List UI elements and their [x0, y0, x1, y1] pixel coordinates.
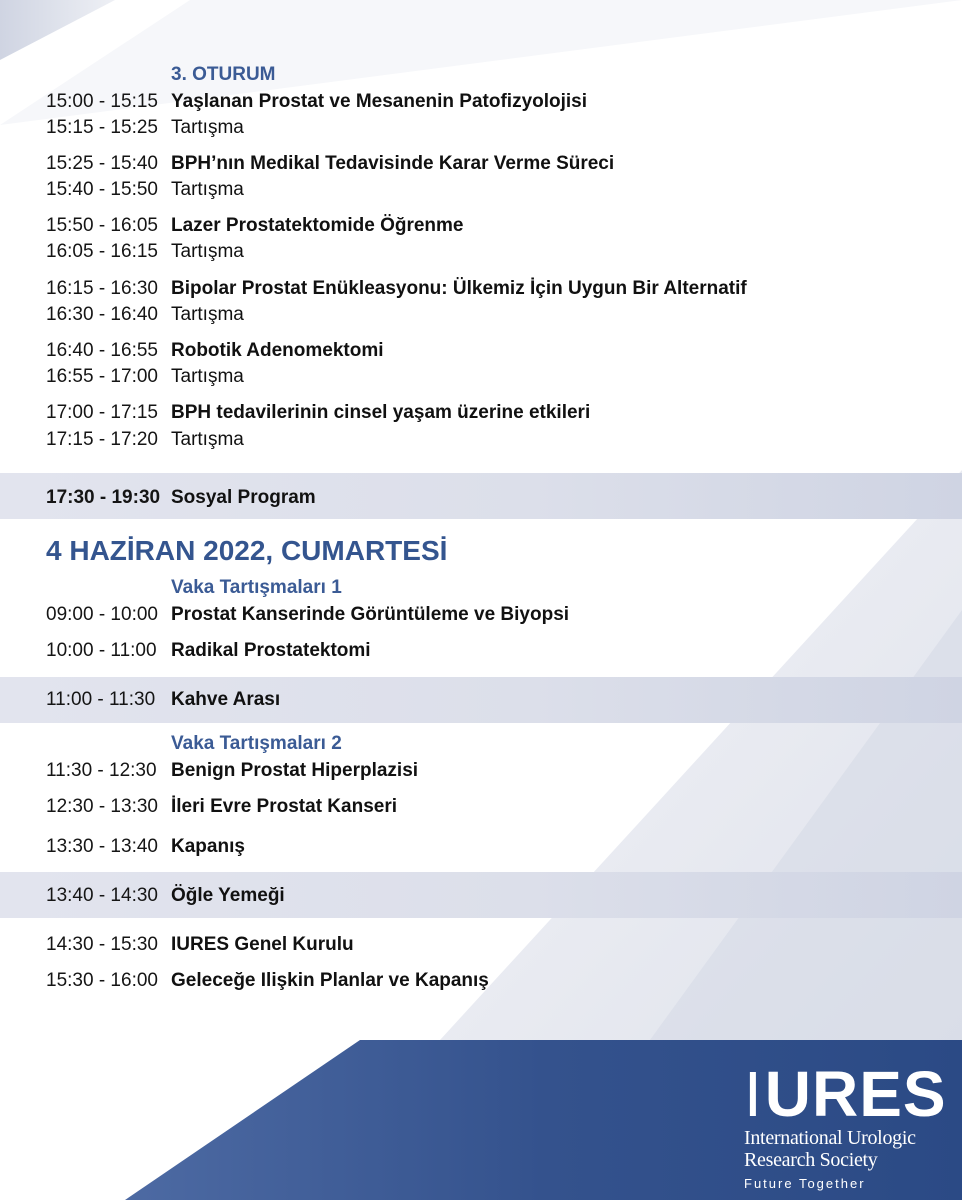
schedule-row — [0, 176, 900, 204]
session-title: BPH tedavilerinin cinsel yaşam üzerine etkileri — [171, 402, 591, 423]
schedule-row — [0, 238, 900, 266]
schedule-row — [0, 793, 900, 821]
session-label-3: 3. OTURUM — [171, 64, 276, 85]
time-range: 16:40 - 16:55 — [46, 340, 158, 361]
time-range: 15:25 - 15:40 — [46, 153, 158, 174]
time-range: 09:00 - 10:00 — [46, 604, 158, 625]
session-title: Prostat Kanserinde Görüntüleme ve Biyopsi — [171, 604, 570, 625]
schedule-row — [0, 275, 900, 303]
schedule-row — [0, 757, 900, 785]
session-title: Radikal Prostatektomi — [171, 640, 371, 661]
schedule-row — [0, 399, 900, 427]
session-title: Tartışma — [171, 429, 244, 450]
schedule-row — [0, 363, 900, 391]
time-range: 11:30 - 12:30 — [46, 760, 157, 781]
time-range: 16:30 - 16:40 — [46, 304, 158, 325]
time-range: 15:15 - 15:25 — [46, 117, 158, 138]
schedule-row-future — [0, 967, 900, 995]
session-title: Tartışma — [171, 366, 244, 387]
session-title: Tartışma — [171, 241, 244, 262]
schedule-row — [0, 88, 900, 116]
logo-line-2: Research Society — [744, 1149, 878, 1171]
session-label-case-1: Vaka Tartışmaları 1 — [171, 577, 342, 598]
time-range: 15:50 - 16:05 — [46, 215, 158, 236]
session-title: Benign Prostat Hiperplazisi — [171, 760, 419, 781]
schedule-row-assembly — [0, 931, 900, 959]
session-title: Robotik Adenomektomi — [171, 340, 384, 361]
session-title: Öğle Yemeği — [171, 885, 285, 906]
session-title: Sosyal Program — [171, 487, 316, 508]
schedule-row — [0, 601, 900, 629]
day-heading: 4 HAZİRAN 2022, CUMARTESİ — [46, 535, 448, 566]
session-title: Kahve Arası — [171, 689, 281, 710]
logo-letter-i: I — [744, 1058, 763, 1130]
session-title: IURES Genel Kurulu — [171, 934, 354, 955]
logo-tagline: Future Together — [744, 1176, 866, 1191]
time-range: 12:30 - 13:30 — [46, 796, 158, 817]
time-range: 13:30 - 13:40 — [46, 836, 158, 857]
time-range: 15:40 - 15:50 — [46, 179, 158, 200]
schedule-row — [0, 637, 900, 665]
session-title: Bipolar Prostat Enükleasyonu: Ülkemiz İçin Uygun Bir Alternatif — [171, 278, 747, 299]
schedule-row — [0, 212, 900, 240]
schedule-row — [0, 150, 900, 178]
time-range: 15:00 - 15:15 — [46, 91, 158, 112]
time-range: 16:55 - 17:00 — [46, 366, 158, 387]
time-range: 17:15 - 17:20 — [46, 429, 158, 450]
session-title: Geleceğe Ilişkin Planlar ve Kapanış — [171, 970, 489, 991]
session-label-case-2: Vaka Tartışmaları 2 — [171, 733, 342, 754]
schedule-row — [0, 426, 900, 454]
schedule-row — [0, 337, 900, 365]
logo-letters: URES — [764, 1058, 947, 1130]
session-title: Kapanış — [171, 836, 245, 857]
time-range: 17:00 - 17:15 — [46, 402, 158, 423]
session-title: Tartışma — [171, 117, 244, 138]
time-range: 16:05 - 16:15 — [46, 241, 158, 262]
schedule-row-closing — [0, 833, 900, 861]
time-range: 16:15 - 16:30 — [46, 278, 158, 299]
session-title: İleri Evre Prostat Kanseri — [171, 796, 397, 817]
schedule-row-lunch — [0, 882, 900, 910]
session-title: Tartışma — [171, 179, 244, 200]
session-title: Lazer Prostatektomide Öğrenme — [171, 215, 464, 236]
time-range: 17:30 - 19:30 — [46, 487, 161, 508]
schedule-row — [0, 114, 900, 142]
logo-wordmark — [744, 1058, 947, 1130]
session-title: BPH’nın Medikal Tedavisinde Karar Verme Süreci — [171, 153, 615, 174]
session-title: Tartışma — [171, 304, 244, 325]
time-range: 14:30 - 15:30 — [46, 934, 158, 955]
schedule-row — [0, 301, 900, 329]
time-range: 13:40 - 14:30 — [46, 885, 158, 906]
time-range: 11:00 - 11:30 — [46, 689, 156, 710]
session-title: Yaşlanan Prostat ve Mesanenin Patofizyolojisi — [171, 91, 588, 112]
iures-logo — [744, 1058, 947, 1192]
logo-line-1: International Urologic — [744, 1127, 916, 1149]
schedule-row-coffee — [0, 686, 900, 714]
time-range: 15:30 - 16:00 — [46, 970, 158, 991]
schedule-row-social — [0, 484, 900, 512]
time-range: 10:00 - 11:00 — [46, 640, 157, 661]
